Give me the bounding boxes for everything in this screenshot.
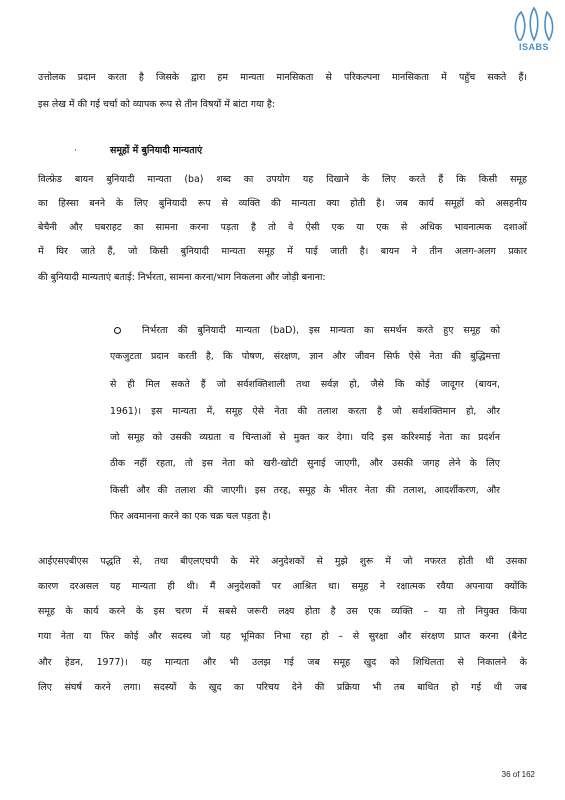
isabs-logo — [509, 6, 559, 54]
para1-line-5: की बुनियादी मान्यताएं बताई: निर्भरता, सामना करना/भाग निकलना और जोड़ी बनाना: — [38, 272, 326, 283]
intro-line-1: उत्तोलक प्रदान करता है जिसके द्वारा हम मान्यता मानसिकता से परिकल्पना मानसिकता में पहुँच सकते हैं। — [38, 72, 527, 83]
para2-line-4: गया नेता या फिर कोई और सदस्य जो यह भूमिका निभा रहा हो – से सुरक्षा और संरक्षण प्राप्त करना (बैनेट — [38, 631, 527, 642]
para1-line-1: विल्फ्रेड बायन बुनियादी मान्यता (ba) शब्द का उपयोग यह दिखाने के लिए करते हैं कि किसी समूह — [38, 174, 527, 185]
bullet-dot: · — [74, 146, 77, 156]
para1-line-3: बेचैनी और घबराहट का सामना करना पड़ता है तो वे ऐसी एक या एक से अधिक भावनात्मक दशाओं — [38, 222, 527, 233]
para2-line-2: कारण दरअसल यह मान्यता ही थी। मैं अनुदेशकों पर आश्रित था। समूह ने रक्षात्मक रवैया अपनाया क्योंकि — [38, 581, 527, 592]
para1-line-4: में घिर जाते हैं, जो किसी बुनियादी मान्यता समूह में पाई जाती है। बायन ने तीन अलग-अलग प्रकार — [38, 246, 527, 257]
bullet-line-8: फिर अवमानना करने का एक चक्र चल पड़ता है। — [110, 511, 271, 522]
bullet-line-6: ठीक नहीं रहता, तो इस नेता को खरी-खोटी सुनाई जाएगी, और उसकी जगह लेने के लिए — [110, 458, 500, 469]
bullet-line-4: 1961)। इस मान्यता में, समूह ऐसे नेता की तलाश करता है जो सर्वशक्तिमान हो, और — [110, 406, 500, 417]
bullet-line-2: एकजुटता प्रदान करती है, कि पोषण, संरक्षण, ज्ञान और जीवन सिर्फ ऐसे नेता की बुद्धिमत्ता — [110, 351, 500, 362]
circle-bullet-icon — [114, 327, 121, 334]
para2-line-6: लिए संघर्ष करने लगा। सदस्यों के खुद का परिचय देने की प्रक्रिया भी तब बाधित हो गई थी जब — [38, 682, 527, 693]
logo-leaves-icon — [509, 6, 559, 42]
bullet-line-5: जो समूह को उसकी व्यग्रता व चिन्ताओं से मुक्त कर देगा। यदि इस करिश्माई नेता का प्रदर्शन — [110, 432, 500, 443]
bullet-line-3: से ही मिल सकते हैं जो सर्वशक्तिशाली तथा सर्वज्ञ हो, जैसे कि कोई जादूगर (बायन, — [110, 379, 500, 390]
para2-line-1: आईएसएबीएस पद्धति से, तथा बीएलएचपी के मेरे अनुदेशकों से मुझे शुरू में जो नफरत होती थी उसका — [38, 556, 527, 567]
logo-text: ISABS — [518, 42, 549, 52]
para2-line-3: समूह के कार्य करने के इस चरण में सबसे जरूरी लक्ष्य होता है उस एक व्यक्ति – या तो नियुक्त किया — [38, 606, 527, 617]
page-number: 36 of 162 — [501, 770, 535, 779]
intro-line-2: इस लेख में की गई चर्चा को व्यापक रूप से तीन विषयों में बांटा गया है: — [38, 99, 276, 110]
bullet-line-7: किसी और की तलाश की जाएगी। इस तरह, समूह के भीतर नेता की तलाश, आदर्शीकरण, और — [110, 485, 500, 496]
para1-line-2: का हिस्सा बनने के लिए बुनियादी रूप से व्यक्ति की मान्यता क्या होती है। जब कार्य समूहों को असहनीय — [38, 198, 527, 209]
bullet-line-1: निर्भरता की बुनियादी मान्यता (baD), इस मान्यता का समर्थन करते हुए समूह को — [142, 325, 500, 336]
section-heading: समूहों में बुनियादी मान्यताएं — [110, 145, 203, 156]
para2-line-5: और हेडन, 1977)। यह मान्यता और भी उलझ गई जब समूह खुद को शिथिलता से निकालने के — [38, 657, 527, 668]
